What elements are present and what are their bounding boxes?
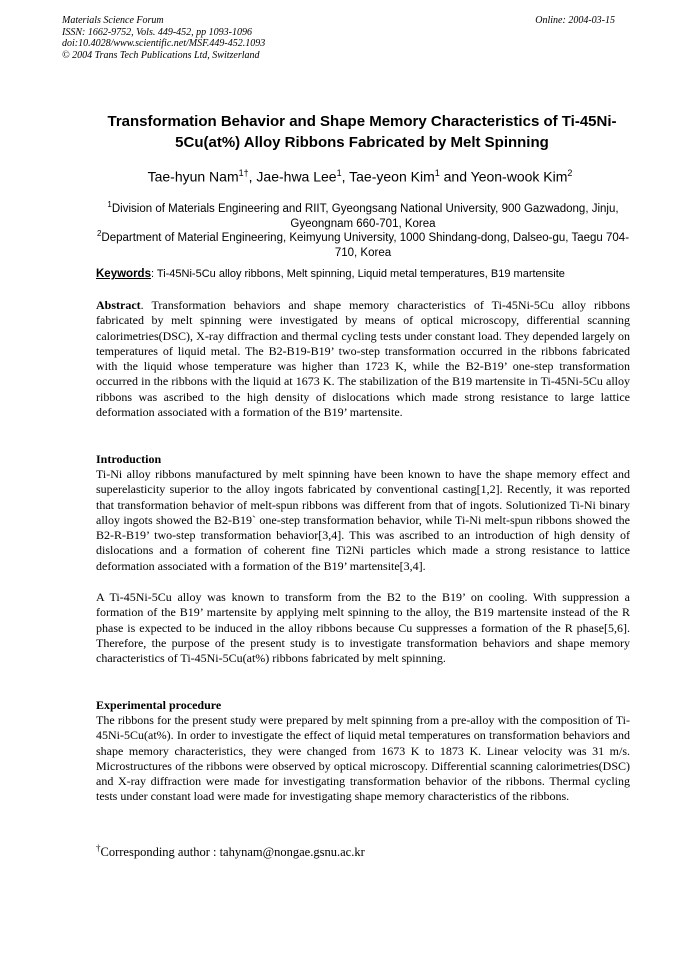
abstract [96, 298, 630, 420]
author-name: Tae-yeon Kim [349, 168, 435, 185]
footnote-text: Corresponding author : tahynam@nongae.gsnu.ac.kr [100, 845, 365, 860]
journal-name: Materials Science Forum [62, 15, 164, 26]
online-date: Online: 2004-03-15 [535, 15, 615, 26]
author-name: Yeon-wook Kim [470, 168, 568, 185]
introduction-paragraph-1: Ti-Ni alloy ribbons manufactured by melt spinning have been known to have the shape memory effect and superelasticity superior to the alloy ingots fabricated by conventional casting[1,2]. Recently, it was reported that transformation behavior of melt-spun ribbons was different from that of ingots. Solutionized Ti-Ni binary alloy ingots showed the B2-B19` one-step transformation behavior, while Ti-Ni melt-spun ribbons showed the B2-R-B19’ two-step transformation behavior[3,4]. This was ascribed to an introduction of high density of dislocations and a formation of coherent fine Ti2Ni particles which made a strong resistance to lattice deformation associated with a formation of the B19’ martensite[3,4]. [96, 467, 630, 573]
footnote [96, 843, 365, 860]
keywords-label: Keywords [96, 268, 151, 280]
footnote-mark: † [96, 843, 101, 853]
issn-line: ISSN: 1662-9752, Vols. 449-452, pp 1093-1096 [62, 26, 252, 38]
keywords-text: : Ti-45Ni-5Cu alloy ribbons, Melt spinning, Liquid metal temperatures, B19 martensite [150, 268, 565, 280]
author-affiliation-mark: 1 [336, 168, 342, 178]
abstract-label: Abstract [96, 298, 141, 312]
author-affiliation-mark: 1† [238, 168, 249, 178]
doi-line: doi:10.4028/www.scientific.net/MSF.449-452.1093 [62, 38, 266, 49]
introduction-paragraph-2: A Ti-45Ni-5Cu alloy was known to transform from the B2 to the B19’ on cooling. With suppression a formation of the B19’ martensite by applying melt spinning to the alloy, the B19 martensite instead of the R phase is expected to be induced in the alloy ribbons because Cu suppresses a formation of the R phase[5,6]. Therefore, the purpose of the present study is to investigate transformation behaviors and shape memory characteristics of Ti-45Ni-5Cu(at%) ribbons fabricated by melt spinning. [96, 590, 630, 666]
keywords [96, 268, 636, 280]
journal-header [62, 15, 265, 61]
affiliation-2: $^2$Department of Material Engineering, Keimyung University, 1000 Shindang-dong, Dalseo-gu, Taegu 704-710, Korea [96, 229, 630, 260]
abstract-text: . Transformation behaviors and shape memory characteristics of Ti-45Ni-5Cu alloy ribbons fabricated by melt spinning were investigated by means of optical microscopy, differential scanning calorimetries(DSC), X-ray diffraction and thermal cycling tests under constant load. They depended largely on temperatures of liquid metal. The B2-B19-B19’ two-step transformation occurred in the ribbons fabricated with the liquid whose temperature was higher than 1723 K, while the B2-B19’ one-step transformation occurred in the ribbons with the liquid at 1673 K. The stabilization of the B19 martensite in Ti-45Ni-5Cu alloy ribbons was ascribed to the high density of dislocations which made strong resistance to large lattice deformation associated with a formation of the B19’ martensite. [96, 298, 630, 420]
author-affiliation-mark: 1 [434, 168, 440, 178]
section-heading-introduction: Introduction [96, 452, 162, 466]
author-name: Jae-hwa Lee [256, 168, 337, 185]
paper-title: Transformation Behavior and Shape Memory Characteristics of Ti-45Ni-5Cu(at%) Alloy Ribbons Fabricated by Melt Spinning [107, 113, 617, 151]
section-heading-experimental: Experimental procedure [96, 698, 222, 712]
copyright-line: © 2004 Trans Tech Publications Ltd, Switzerland [62, 49, 260, 61]
author-name: Tae-hyun Nam [147, 168, 239, 185]
affiliation-1: $^1$Division of Materials Engineering and RIIT, Gyeongsang National University, 900 Gazwadong, Jinju, Gyeongnam 660-701, Korea [107, 200, 619, 231]
author-list: Tae-hyun Nam$^{1\dagger}$, Jae-hwa Lee$^1$, Tae-yeon Kim$^1$ and Yeon-wook Kim$^2$ [147, 168, 573, 185]
experimental-paragraph: The ribbons for the present study were prepared by melt spinning from a pre-alloy with the composition of Ti-45Ni-5Cu(at%). In order to investigate the effect of liquid metal temperatures on transformation behaviors and shape memory characteristics, they were changed from 1673 K to 1873 K. Linear velocity was 31 m/s. Microstructures of the ribbons were observed by optical microscopy. Differential scanning calorimetries(DSC) and X-ray diffraction were made for investigating transformation behavior of the ribbons. Thermal cycling tests under constant load were made for investigating shape memory characteristics of the ribbons. [96, 713, 630, 804]
author-affiliation-mark: 2 [567, 168, 573, 178]
